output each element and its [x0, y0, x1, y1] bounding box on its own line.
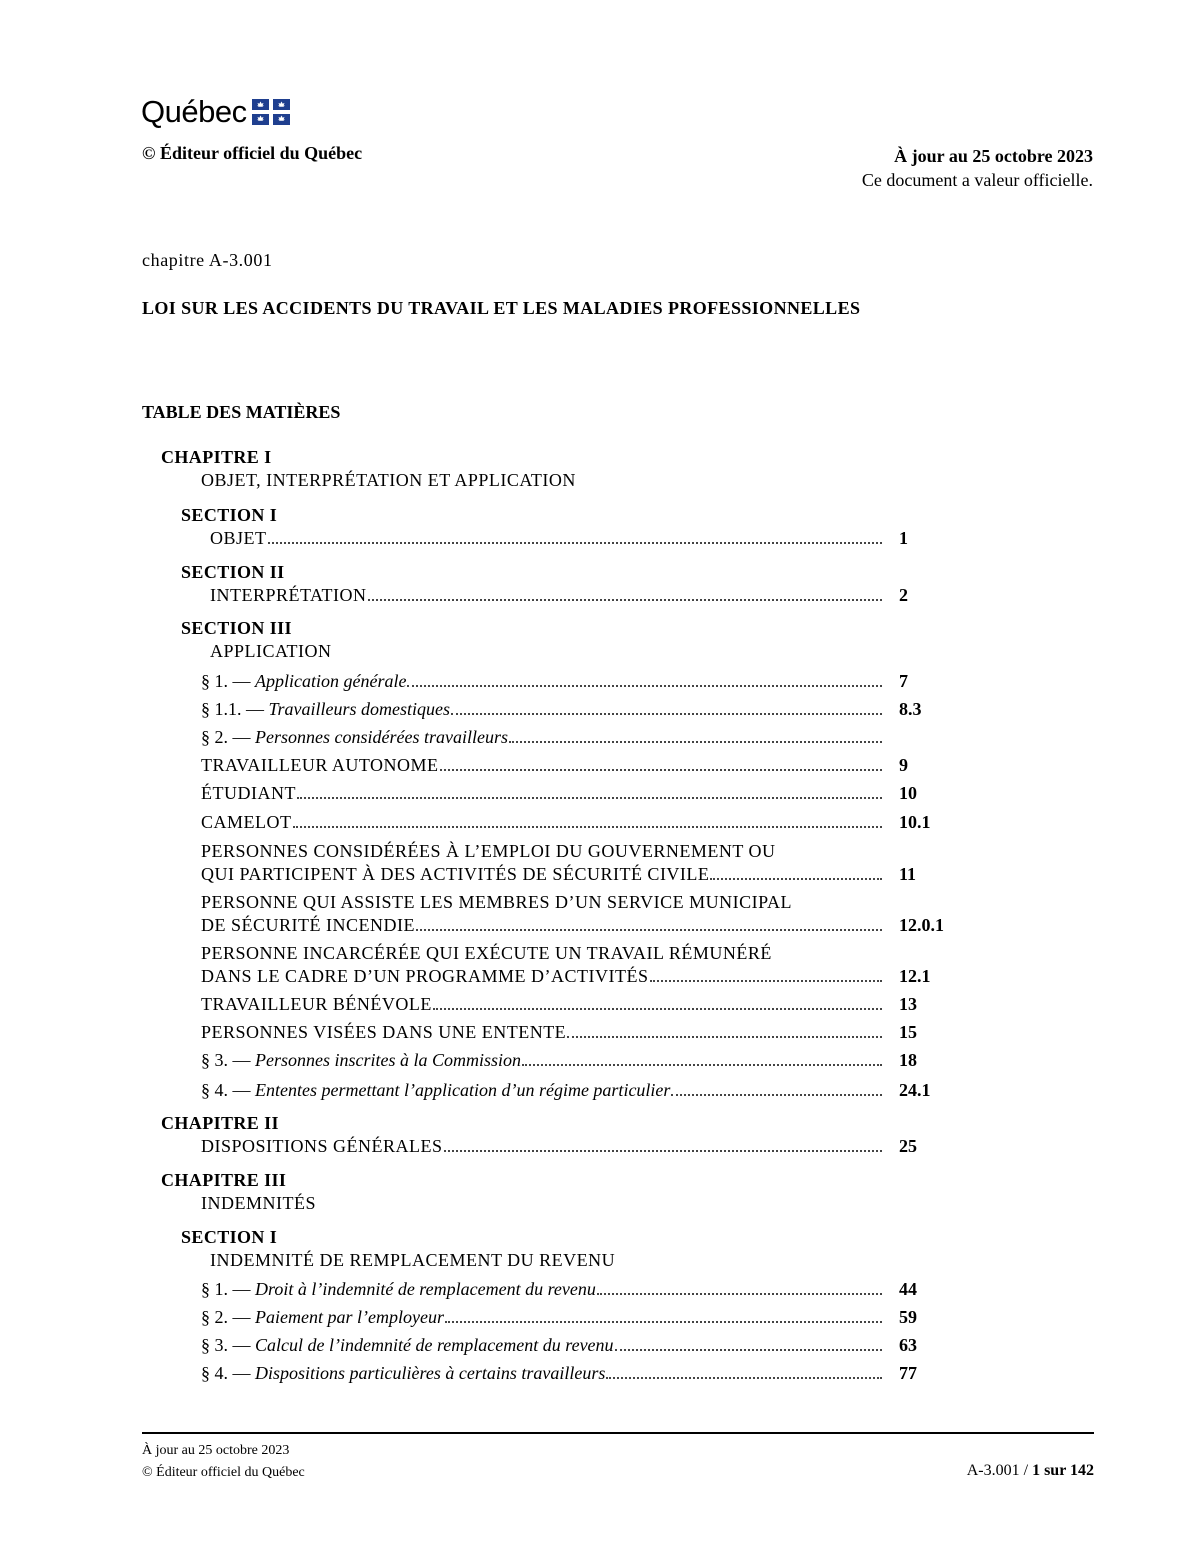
toc-entry-objet[interactable]: OBJET 1: [210, 528, 908, 548]
toc-entry-article-number: 13: [899, 994, 917, 1014]
toc-entry-article-number: 7: [899, 671, 908, 691]
logo-wordmark: Québec: [141, 94, 247, 129]
toc-entry-camelot[interactable]: CAMELOT 10.1: [201, 812, 931, 832]
footer-page-number: 1 sur 142: [1032, 1462, 1094, 1479]
section-2-label[interactable]: SECTION II: [181, 562, 285, 582]
toc-entry-personnes-entente[interactable]: PERSONNES VISÉES DANS UNE ENTENTE 15: [201, 1022, 917, 1042]
toc-entry-article-number: 24.1: [899, 1080, 931, 1100]
toc-entry-article-number: 15: [899, 1022, 917, 1042]
footer-date: À jour au 25 octobre 2023: [142, 1443, 290, 1458]
toc-entry-travailleurs-domestiques[interactable]: § 1.1. — Travailleurs domestiques 8.3: [201, 699, 922, 719]
section-1-label[interactable]: SECTION I: [181, 505, 278, 525]
footer-publisher: © Éditeur officiel du Québec: [142, 1465, 305, 1480]
toc-entry-article-number: 12.1: [899, 966, 931, 986]
footer-divider: [142, 1432, 1094, 1434]
toc-entry-travailleur-benevole[interactable]: TRAVAILLEUR BÉNÉVOLE 13: [201, 994, 917, 1014]
toc-entry-article-number: 2: [899, 585, 908, 605]
section-3-label[interactable]: SECTION III: [181, 618, 292, 638]
toc-entry-application-generale[interactable]: § 1. — Application générale 7: [201, 671, 908, 691]
toc-entry-article-number: 12.0.1: [899, 915, 944, 935]
toc-entry-paiement-employeur[interactable]: § 2. — Paiement par l’employeur 59: [201, 1307, 917, 1327]
toc-entry-calcul-indemnite[interactable]: § 3. — Calcul de l’indemnité de remplacement du revenu 63: [201, 1335, 917, 1355]
toc-heading: TABLE DES MATIÈRES: [142, 402, 341, 422]
toc-entry-personnes-gouvernement[interactable]: PERSONNES CONSIDÉRÉES À L’EMPLOI DU GOUVERNEMENT OU QUI PARTICIPENT À DES ACTIVITÉS DE SÉCURITÉ CIVILE 11: [201, 841, 917, 884]
toc-entry-article-number: 25: [899, 1136, 917, 1156]
currency-date: À jour au 25 octobre 2023: [894, 146, 1093, 166]
toc-entry-article-number: 11: [899, 864, 917, 884]
official-note: Ce document a valeur officielle.: [861, 170, 1093, 190]
toc-entry-dispositions-generales[interactable]: DISPOSITIONS GÉNÉRALES 25: [201, 1136, 917, 1156]
law-title: LOI SUR LES ACCIDENTS DU TRAVAIL ET LES MALADIES PROFESSIONNELLES: [142, 298, 861, 318]
toc-entry-travailleur-autonome[interactable]: TRAVAILLEUR AUTONOME 9: [201, 755, 908, 775]
toc-entry-personne-incarceree[interactable]: PERSONNE INCARCÉRÉE QUI EXÉCUTE UN TRAVAIL RÉMUNÉRÉ DANS LE CADRE D’UN PROGRAMME D’ACTIVITÉS 12.1: [201, 943, 931, 986]
toc-entry-ententes-regime[interactable]: § 4. — Ententes permettant l’application d’un régime particulier 24.1: [201, 1080, 931, 1100]
chapter-1-title[interactable]: OBJET, INTERPRÉTATION ET APPLICATION: [201, 470, 576, 490]
chapter-3-section-1-title[interactable]: INDEMNITÉ DE REMPLACEMENT DU REVENU: [210, 1250, 616, 1270]
toc-entry-interpretation[interactable]: INTERPRÉTATION 2: [210, 585, 908, 605]
chapter-3-title[interactable]: INDEMNITÉS: [201, 1193, 316, 1213]
toc-entry-article-number: 59: [899, 1307, 917, 1327]
toc-entry-article-number: 44: [899, 1279, 917, 1299]
toc-entry-service-incendie[interactable]: PERSONNE QUI ASSISTE LES MEMBRES D’UN SERVICE MUNICIPAL DE SÉCURITÉ INCENDIE 12.0.1: [201, 892, 944, 935]
chapter-3-label[interactable]: CHAPITRE III: [161, 1170, 287, 1190]
chapter-reference: chapitre A-3.001: [142, 250, 273, 270]
toc-entry-article-number: 10: [899, 783, 917, 803]
chapter-2-label[interactable]: CHAPITRE II: [161, 1113, 279, 1133]
footer-left: [142, 1440, 305, 1484]
publisher-notice: © Éditeur officiel du Québec: [142, 143, 363, 163]
toc-entry-droit-indemnite[interactable]: § 1. — Droit à l’indemnité de remplacement du revenu 44: [201, 1279, 917, 1299]
section-3-title[interactable]: APPLICATION: [210, 641, 332, 661]
toc-entry-article-number: 1: [899, 528, 908, 548]
toc-entry-etudiant[interactable]: ÉTUDIANT 10: [201, 783, 917, 803]
toc-entry-personnes-considerees[interactable]: § 2. — Personnes considérées travailleurs: [201, 726, 884, 749]
toc-entry-article-number: 8.3: [899, 699, 922, 719]
toc-entry-article-number: 63: [899, 1335, 917, 1355]
chapter-1-label[interactable]: CHAPITRE I: [161, 447, 272, 467]
toc-entry-personnes-inscrites[interactable]: § 3. — Personnes inscrites à la Commission 18: [201, 1050, 917, 1070]
toc-entry-dispositions-particulieres[interactable]: § 4. — Dispositions particulières à certains travailleurs 77: [201, 1363, 917, 1383]
footer-doc-ref: A-3.001 /: [966, 1462, 1033, 1479]
toc-entry-article-number: 10.1: [899, 812, 931, 832]
chapter-3-section-1-label[interactable]: SECTION I: [181, 1227, 278, 1247]
toc-entry-article-number: 77: [899, 1363, 917, 1383]
toc-entry-article-number: 9: [899, 755, 908, 775]
toc-entry-article-number: 18: [899, 1050, 917, 1070]
page-indicator: [967, 1462, 1094, 1480]
